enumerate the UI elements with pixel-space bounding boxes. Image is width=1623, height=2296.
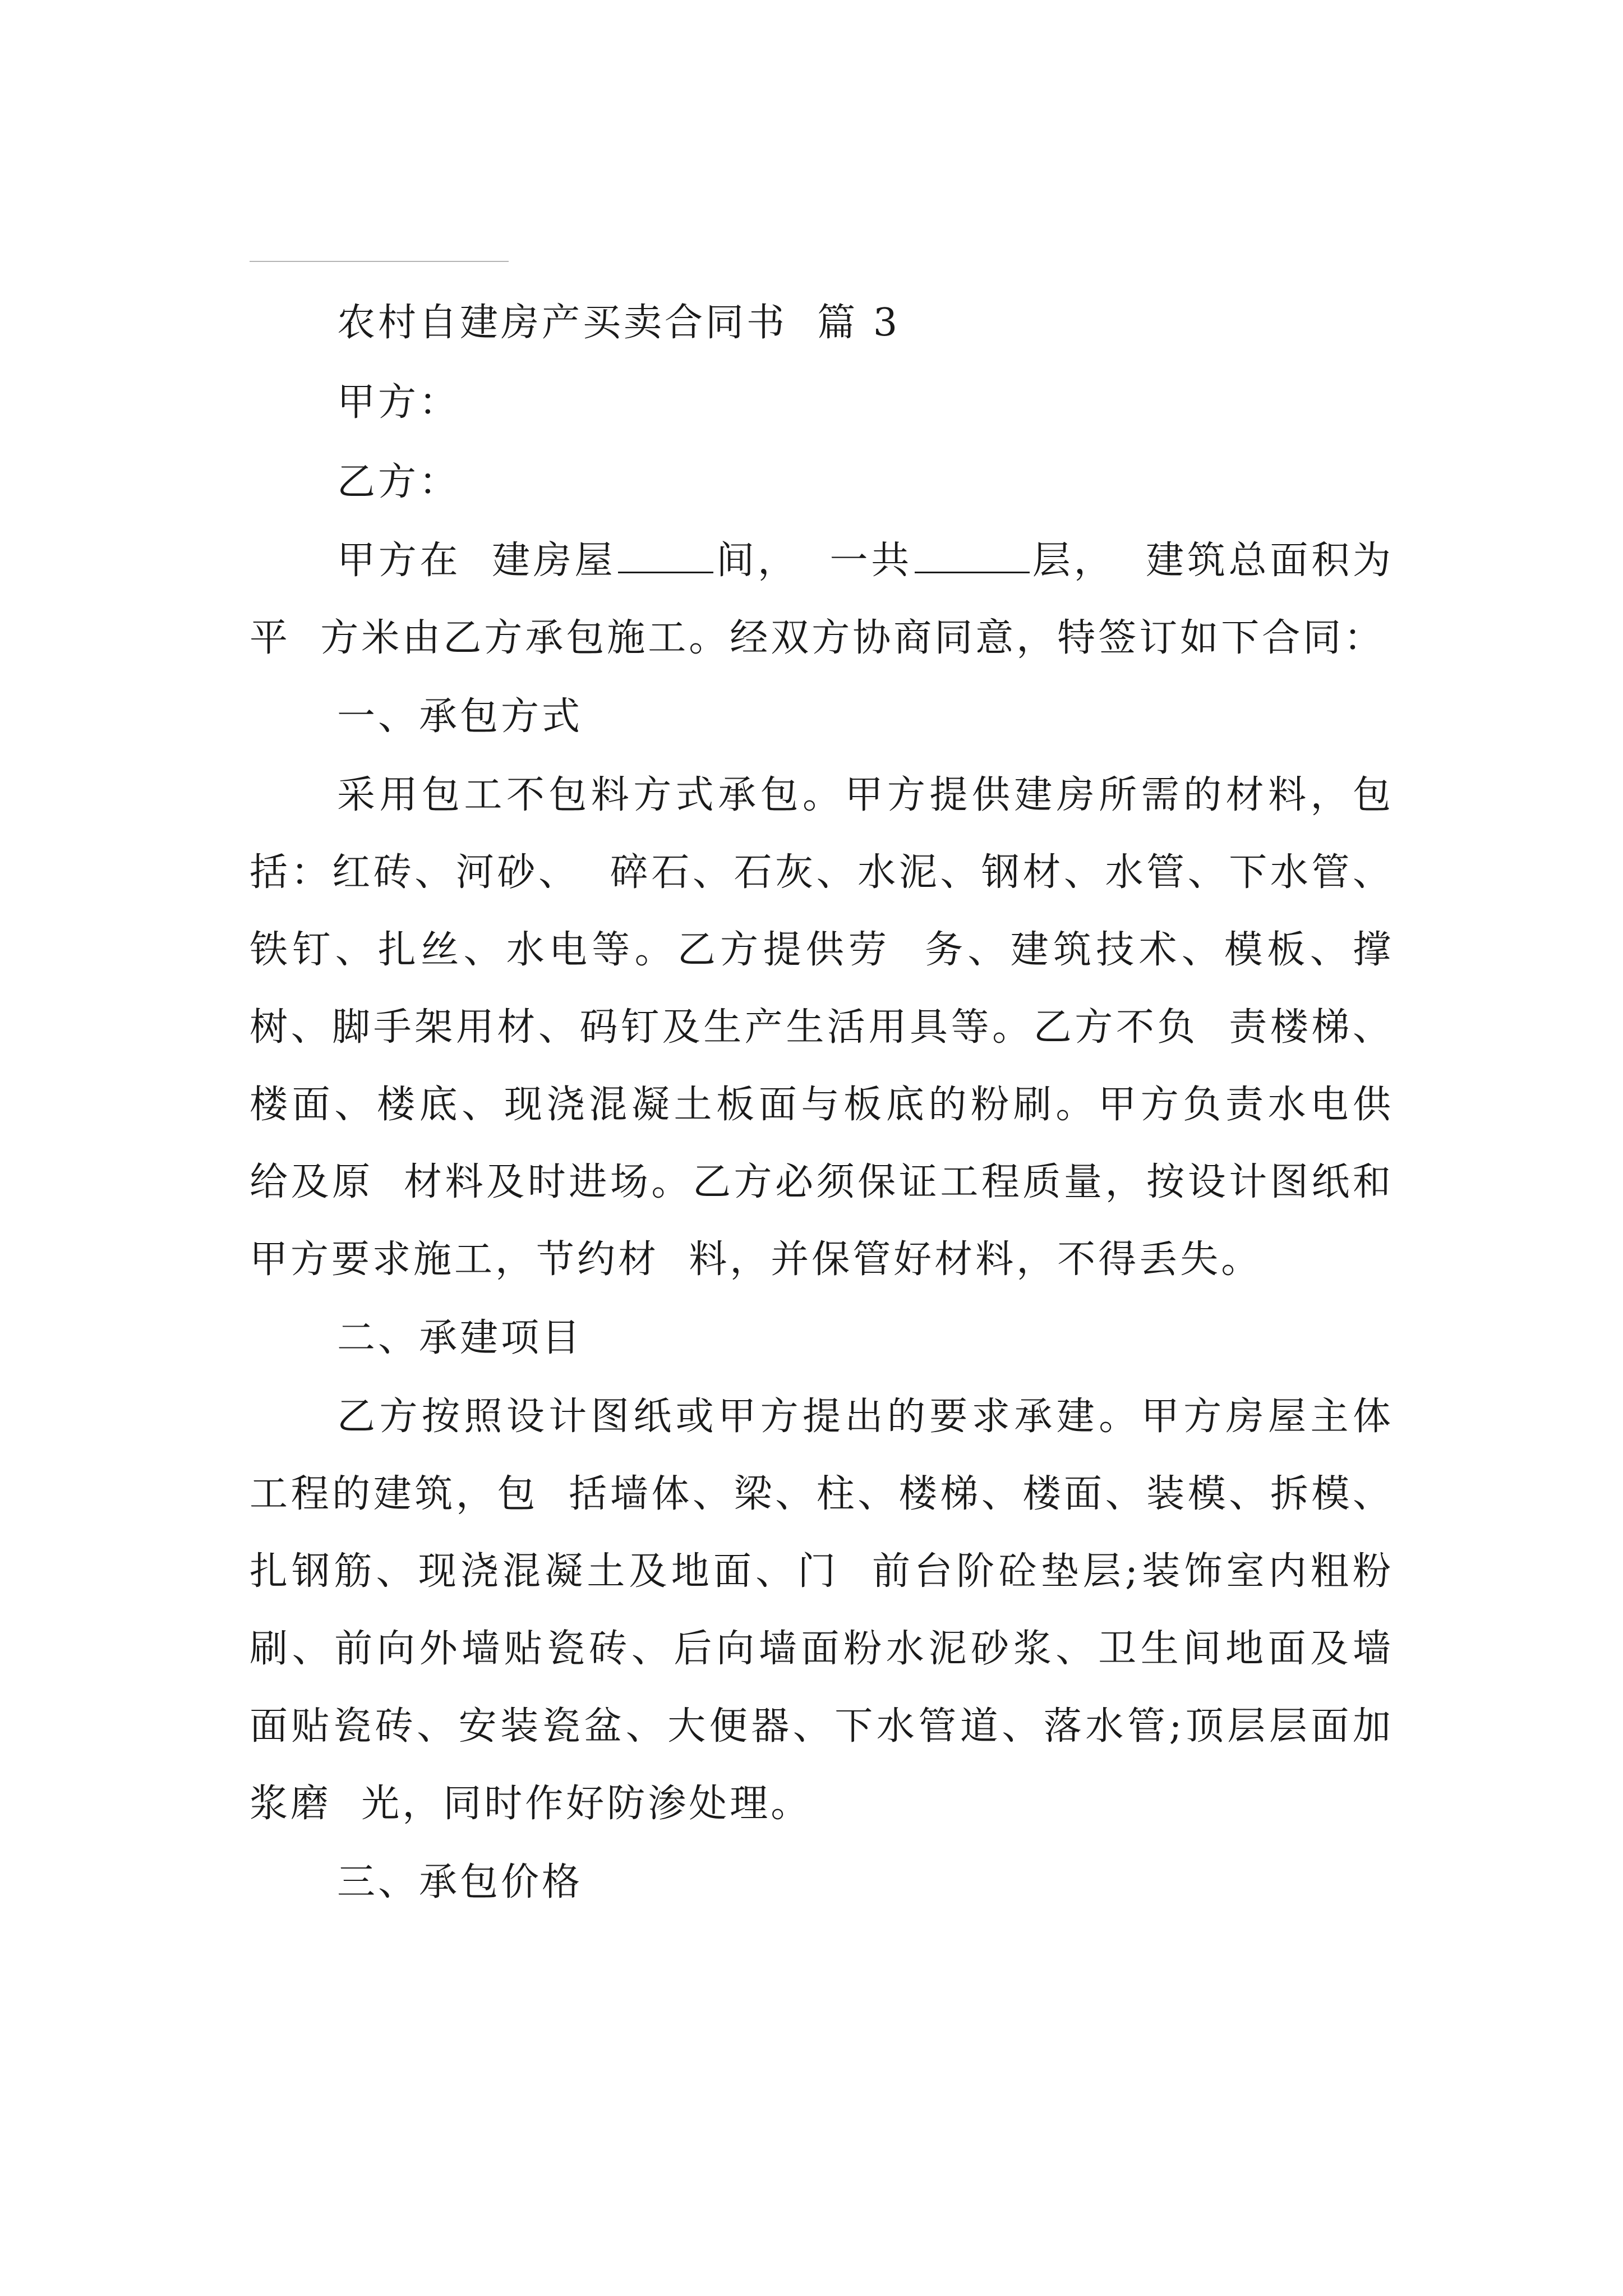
document-body	[250, 283, 1424, 1922]
intro-text-1: 甲方在 建房屋	[337, 539, 616, 583]
floors-blank	[915, 541, 1030, 573]
section-heading-2: 二、承建项目	[337, 1316, 583, 1360]
section-heading-3: 三、承包价格	[337, 1860, 583, 1904]
party-b-label: 乙方：	[337, 460, 460, 504]
intro-text-3: 层， 建筑总面积为 平 方米由乙方承包施工。经双方协商同意，特签订如下合同：	[250, 539, 1424, 660]
section-body-2: 乙方按照设计图纸或甲方提出的要求承建。甲方房屋主体工程的建筑，包 括墙体、梁、柱、楼梯、楼面、装模、拆模、扎钢筋、现浇混凝土及地面、门 前台阶砼垫层;装饰室内粗粉刷、前向外墙贴瓷砖、后向墙面粉水泥砂浆、卫生间地面及墙面贴瓷砖、安装瓷盆、大便器、下水管道、落水管;顶层层面加浆磨 光，同时作好防渗处理。	[250, 1395, 1394, 1826]
section-heading-1: 一、承包方式	[337, 694, 583, 739]
party-a-label: 甲方：	[337, 380, 460, 425]
header-divider	[250, 261, 509, 262]
intro-text-2: 间， 一共	[716, 539, 913, 583]
intro-paragraph	[250, 522, 1424, 677]
section-body-1: 采用包工不包料方式承包。甲方提供建房所需的材料，包括：红砖、河砂、 碎石、石灰、水泥、钢材、水管、下水管、铁钉、扎丝、水电等。乙方提供劳 务、建筑技术、模板、撑树、脚手架用材、码钉及生产生活用具等。乙方不负 责楼梯、楼面、楼底、现浇混凝土板面与板底的粉刷。甲方负责水电供给及原 材料及时进场。乙方必须保证工程质量，按设计图纸和甲方要求施工，节约材 料，并保管好材料，不得丢失。	[250, 773, 1394, 1282]
rooms-blank	[618, 541, 713, 573]
document-title: 农村自建房产买卖合同书 篇 3	[337, 301, 901, 345]
